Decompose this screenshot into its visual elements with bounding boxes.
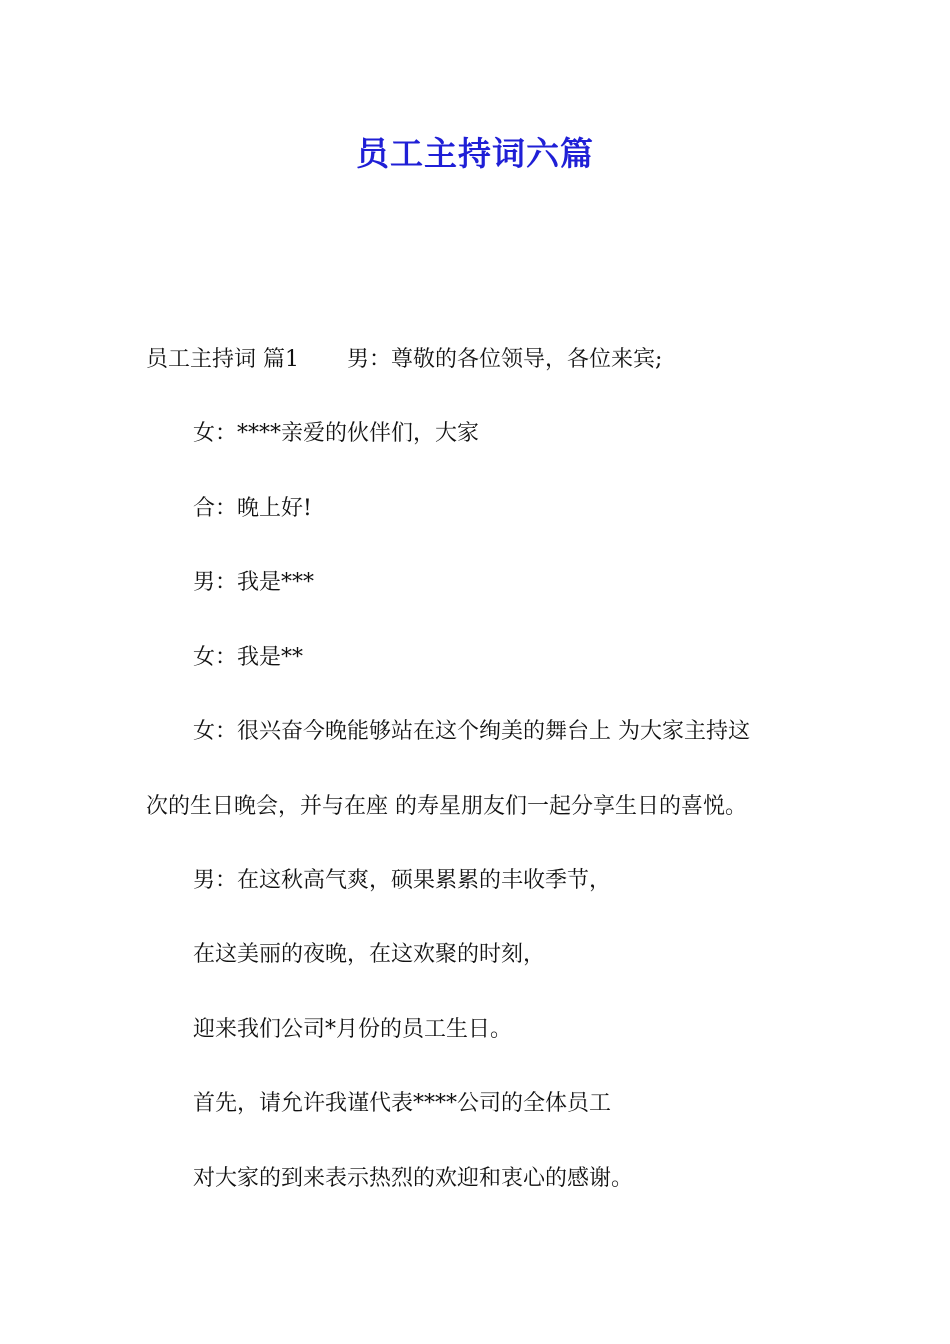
paragraph-line: 女：我是** [193,645,304,670]
paragraph-line: 迎来我们公司*月份的员工生日。 [193,1017,513,1042]
paragraph-line: 对大家的到来表示热烈的欢迎和衷心的感谢。 [193,1166,634,1191]
paragraph-line: 合：晚上好! [193,496,312,521]
section-heading: 员工主持词 篇1 [146,347,299,372]
paragraph-line: 在这美丽的夜晚，在这欢聚的时刻， [193,942,546,967]
paragraph-line: 男：尊敬的各位领导，各位来宾; [347,347,663,372]
paragraph-line: 次的生日晚会，并与在座 的寿星朋友们一起分享生日的喜悦。 [146,794,747,819]
paragraph-line: 首先，请允许我谨代表****公司的全体员工 [193,1091,612,1116]
document-title: 员工主持词六篇 [356,134,594,173]
paragraph-line: 男：我是*** [193,570,315,595]
paragraph-line: 女：很兴奋今晚能够站在这个绚美的舞台上 为大家主持这 [193,719,750,744]
paragraph-line: 男：在这秋高气爽，硕果累累的丰收季节， [193,868,612,893]
first-paragraph [146,345,662,375]
paragraph-line: 女：****亲爱的伙伴们，大家 [193,421,480,446]
